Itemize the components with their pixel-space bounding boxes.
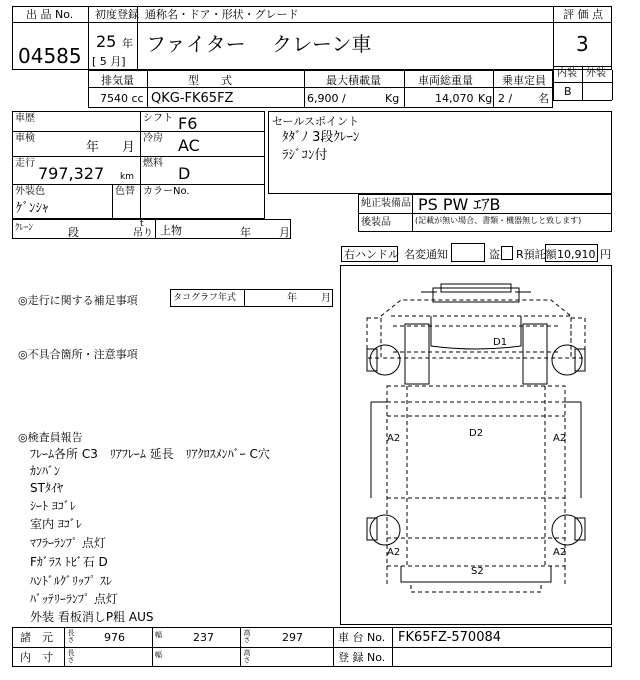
driving-remarks-label: ◎走行に関する補足事項 bbox=[18, 294, 138, 307]
year-unit: 年 bbox=[122, 37, 133, 50]
color-number-label: カラーNo. bbox=[143, 186, 190, 197]
fuel-label: 燃料 bbox=[143, 158, 163, 169]
inner-height-label: 高さ bbox=[243, 649, 251, 663]
exterior-color: ｹﾞﾝｼｬ bbox=[16, 201, 49, 216]
width-label: 幅 bbox=[155, 631, 162, 639]
tachograph-year: 年 bbox=[287, 293, 297, 304]
inspector-item: ﾊﾝﾄﾞﾙｸﾞﾘｯﾌﾟ ｽﾚ bbox=[30, 574, 112, 588]
chassis-label: 車 台 No. bbox=[338, 631, 386, 644]
model-code: QKG-FK65FZ bbox=[151, 91, 234, 106]
damage-mark-a2-rear-left: A2 bbox=[387, 547, 401, 558]
name-change-label: 名変通知 bbox=[404, 248, 448, 261]
sales-point-label: セールスポイント bbox=[272, 115, 360, 128]
mileage-value: 797,327 bbox=[38, 164, 105, 183]
grade-score: 3 bbox=[576, 32, 589, 56]
color-change-label: 色替 bbox=[115, 186, 135, 197]
lot-number: 04585 bbox=[18, 44, 82, 68]
damage-mark-s2: S2 bbox=[471, 566, 484, 577]
shift-label: シフト bbox=[143, 113, 173, 124]
inspector-report-label: ◎検査員報告 bbox=[18, 431, 83, 444]
lot-number-label: 出 品 No. bbox=[26, 8, 74, 21]
inspector-item: ﾌﾚｰﾑ各所 C3 ﾘｱﾌﾚｰﾑ 延長 ﾘｱｸﾛｽﾒﾝﾊﾞｰ C穴 bbox=[30, 447, 270, 461]
displacement-label: 排気量 bbox=[101, 74, 134, 87]
defects-label: ◎不具合箇所・注意事項 bbox=[18, 348, 138, 361]
fuel-value: D bbox=[178, 164, 191, 183]
truck-diagram-frame bbox=[340, 265, 612, 625]
max-load-unit: Kg bbox=[385, 92, 400, 105]
tachograph-label: タコグラフ年式 bbox=[173, 293, 237, 303]
recycle-value: 10,910 bbox=[557, 248, 596, 261]
equipment-label: 純正装備品 bbox=[361, 198, 411, 209]
first-registration-month: [ 5 月] bbox=[92, 55, 126, 68]
ac-value: AC bbox=[178, 136, 200, 155]
dimensions-label: 諸 元 bbox=[20, 631, 53, 644]
inspector-item: ﾊﾞｯﾃﾘｰﾗﾝﾌﾟ 点灯 bbox=[30, 592, 118, 606]
aftermarket-note: (記載が無い場合、書類・機器無しと致します) bbox=[415, 216, 582, 225]
loading-month: 月 bbox=[279, 226, 290, 239]
gross-weight-label: 車両総重量 bbox=[418, 74, 473, 87]
inspector-item: 室内 ﾖｺﾞﾚ bbox=[30, 517, 82, 531]
inspection-month: 月 bbox=[122, 140, 136, 155]
inner-dimensions-label: 内 寸 bbox=[20, 651, 53, 664]
shift-value: F6 bbox=[178, 114, 198, 133]
first-registration-label: 初度登録 bbox=[95, 8, 139, 21]
car-name: ファイター クレーン車 bbox=[146, 32, 372, 56]
recycle-label: R預託額 bbox=[516, 248, 557, 261]
damage-mark-a2-right: A2 bbox=[553, 433, 567, 444]
gross-weight: 14,070 bbox=[435, 92, 474, 105]
loading-year: 年 bbox=[240, 226, 251, 239]
crane-label: ｸﾚｰﾝ bbox=[15, 223, 34, 233]
damage-mark-d1: D1 bbox=[493, 337, 508, 348]
mileage-label: 走行 bbox=[15, 158, 35, 169]
sales-point-1: ﾀﾀﾞﾉ 3段ｸﾚｰﾝ bbox=[282, 130, 360, 145]
crane-stage: 段 bbox=[68, 226, 79, 239]
crane-ton: 吊り bbox=[133, 228, 153, 239]
exterior-grade-label: 外装 bbox=[586, 68, 606, 79]
damage-mark-a2-rear-right: A2 bbox=[553, 547, 567, 558]
inspector-item: ﾏﾌﾗｰﾗﾝﾌﾟ 点灯 bbox=[30, 536, 106, 550]
car-name-label: 通称名・ドア・形状・グレード bbox=[145, 8, 299, 21]
capacity: 2 / bbox=[498, 92, 513, 105]
grade-label: 評 価 点 bbox=[563, 8, 603, 21]
tachograph-month: 月 bbox=[321, 293, 331, 304]
interior-grade: B bbox=[564, 85, 572, 98]
first-registration-year: 25 bbox=[96, 32, 117, 51]
height-label: 高さ bbox=[243, 629, 251, 643]
width-value: 237 bbox=[193, 631, 214, 644]
gross-weight-unit: Kg bbox=[478, 92, 493, 105]
ac-label: 冷房 bbox=[143, 133, 163, 144]
length-value: 976 bbox=[104, 631, 125, 644]
name-change-box bbox=[451, 243, 485, 262]
sales-point-2: ﾗｼﾞｺﾝ付 bbox=[282, 148, 328, 163]
recycle-unit: 円 bbox=[600, 248, 611, 261]
height-value: 297 bbox=[282, 631, 303, 644]
chassis-number: FK65FZ-570084 bbox=[398, 630, 502, 645]
history-label: 車歴 bbox=[15, 113, 35, 124]
inspector-item: ｼｰﾄ ﾖｺﾞﾚ bbox=[30, 499, 76, 513]
inspector-item: Fｶﾞﾗｽ ﾄﾋﾞ石 D bbox=[30, 555, 108, 569]
right-handle: 右ハンドル bbox=[344, 248, 399, 261]
inner-width-label: 幅 bbox=[155, 651, 162, 659]
inspector-item: ｶﾝﾊﾞﾝ bbox=[30, 464, 61, 478]
registration-label: 登 録 No. bbox=[338, 651, 386, 664]
inspection-label: 車検 bbox=[15, 133, 35, 144]
capacity-unit: 名 bbox=[538, 92, 549, 105]
aftermarket-label: 後装品 bbox=[361, 217, 391, 228]
displacement: 7540 cc bbox=[100, 92, 144, 105]
inspector-item: 外装 看板消しP粗 AUS bbox=[30, 610, 154, 624]
mileage-unit: km bbox=[120, 172, 134, 182]
model-label: 型 式 bbox=[188, 74, 232, 87]
equipment-value: PS PW ｴｱB bbox=[418, 195, 501, 214]
loading-label: 上物 bbox=[160, 224, 182, 237]
inner-length-label: 長さ bbox=[67, 649, 75, 663]
interior-grade-label: 内装 bbox=[557, 68, 577, 79]
inspection-year: 年 bbox=[86, 140, 100, 155]
max-load-label: 最大積載量 bbox=[326, 74, 381, 87]
theft-label: 盗 bbox=[489, 248, 500, 261]
exterior-color-label: 外装色 bbox=[15, 186, 45, 197]
length-label: 長さ bbox=[67, 629, 75, 643]
damage-mark-d2: D2 bbox=[469, 428, 484, 439]
damage-mark-a2-left: A2 bbox=[387, 433, 401, 444]
max-load: 6,900 / bbox=[307, 92, 346, 105]
inspector-item: STﾀｲﾔ bbox=[30, 481, 63, 495]
capacity-label: 乗車定員 bbox=[502, 74, 546, 87]
crane-ton-unit: t bbox=[140, 219, 144, 229]
theft-box bbox=[501, 246, 513, 260]
